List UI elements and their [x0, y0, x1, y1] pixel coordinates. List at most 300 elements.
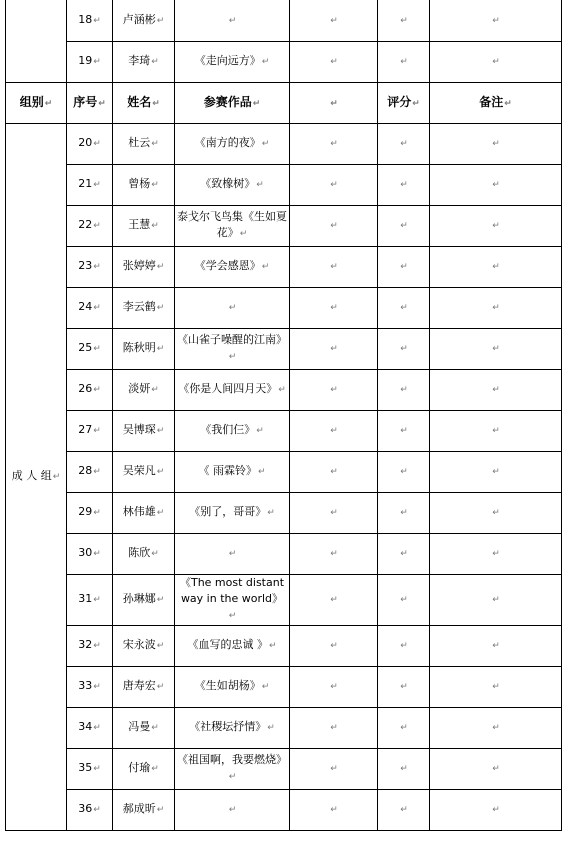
paragraph-mark: ↵ — [93, 221, 101, 231]
blank-cell — [378, 451, 430, 492]
paragraph-mark: ↵ — [330, 180, 338, 190]
name-cell — [113, 492, 175, 533]
header-name — [113, 82, 175, 123]
note-cell — [430, 707, 562, 748]
paragraph-mark: ↵ — [261, 139, 270, 149]
name-cell-text: 吴荣凡 — [122, 464, 156, 477]
score-cell — [290, 748, 378, 789]
header-group — [6, 82, 67, 123]
work-cell — [175, 748, 290, 789]
contestant-table — [5, 0, 562, 831]
paragraph-mark: ↵ — [330, 467, 338, 477]
name-cell — [113, 666, 175, 707]
seq-cell — [67, 666, 113, 707]
paragraph-mark: ↵ — [492, 57, 500, 67]
paragraph-mark: ↵ — [267, 723, 275, 733]
note-cell — [430, 492, 562, 533]
note-cell — [430, 369, 562, 410]
note-cell — [430, 410, 562, 451]
paragraph-mark: ↵ — [492, 303, 500, 313]
seq-cell — [67, 625, 113, 666]
score-cell — [290, 789, 378, 830]
work-cell-text: 《走向远方》 — [194, 54, 261, 67]
paragraph-mark: ↵ — [93, 139, 101, 149]
name-cell-text: 冯曼 — [128, 720, 151, 733]
work-cell — [175, 328, 290, 369]
header-blank — [290, 82, 378, 123]
score-cell — [290, 666, 378, 707]
header-score — [378, 82, 430, 123]
work-cell — [175, 492, 290, 533]
name-cell-text: 杜云 — [128, 136, 151, 149]
paragraph-mark: ↵ — [330, 344, 338, 354]
seq-cell-text: 18 — [78, 12, 93, 26]
score-cell — [290, 164, 378, 205]
name-cell — [113, 707, 175, 748]
blank-cell — [378, 625, 430, 666]
name-cell-text: 孙琳娜 — [122, 592, 156, 605]
note-cell — [430, 748, 562, 789]
score-cell — [290, 0, 378, 41]
blank-cell — [378, 533, 430, 574]
name-cell-text: 付瑜 — [128, 761, 151, 774]
score-cell — [290, 451, 378, 492]
seq-cell-text: 27 — [78, 423, 93, 436]
paragraph-mark: ↵ — [93, 467, 101, 477]
seq-cell — [67, 287, 113, 328]
seq-cell-text: 36 — [78, 802, 93, 815]
paragraph-mark: ↵ — [330, 549, 338, 559]
paragraph-mark: ↵ — [492, 682, 500, 692]
table-row — [6, 287, 562, 328]
table-row — [6, 492, 562, 533]
paragraph-mark: ↵ — [330, 221, 338, 231]
paragraph-mark: ↵ — [93, 723, 101, 733]
paragraph-mark: ↵ — [156, 508, 165, 518]
work-cell — [175, 625, 290, 666]
name-cell-text: 张婷婷 — [122, 259, 156, 272]
score-cell — [290, 625, 378, 666]
note-cell — [430, 574, 562, 625]
name-cell — [113, 246, 175, 287]
score-cell — [290, 287, 378, 328]
note-cell — [430, 451, 562, 492]
work-cell — [175, 0, 290, 41]
paragraph-mark: ↵ — [52, 472, 61, 482]
blank-cell — [378, 246, 430, 287]
paragraph-mark: ↵ — [400, 15, 408, 26]
work-cell-text: 《你是人间四月天》 — [178, 382, 278, 395]
table-row — [6, 410, 562, 451]
paragraph-mark: ↵ — [492, 641, 500, 651]
paragraph-mark: ↵ — [492, 262, 500, 272]
paragraph-mark: ↵ — [492, 508, 500, 518]
work-cell — [175, 533, 290, 574]
seq-cell — [67, 369, 113, 410]
name-cell-text: 淡妍 — [128, 382, 151, 395]
paragraph-mark: ↵ — [93, 57, 101, 67]
paragraph-mark: ↵ — [228, 15, 237, 26]
paragraph-mark: ↵ — [492, 764, 500, 774]
paragraph-mark: ↵ — [239, 229, 248, 239]
name-cell — [113, 164, 175, 205]
table-row — [6, 789, 562, 830]
paragraph-mark: ↵ — [330, 15, 338, 26]
name-cell-text: 王慧 — [128, 218, 151, 231]
score-cell — [290, 41, 378, 82]
seq-cell-text: 30 — [78, 546, 93, 559]
seq-cell-text: 19 — [78, 54, 93, 67]
score-cell — [290, 533, 378, 574]
work-cell-text: 《社稷坛抒情》 — [189, 720, 267, 733]
seq-cell — [67, 451, 113, 492]
paragraph-mark: ↵ — [152, 98, 160, 109]
name-cell-text: 郝成昕 — [122, 802, 156, 815]
group-label: 成 人 组 — [11, 469, 52, 482]
seq-cell — [67, 574, 113, 625]
paragraph-mark: ↵ — [400, 303, 408, 313]
seq-cell-text: 24 — [78, 300, 93, 313]
paragraph-mark: ↵ — [93, 15, 101, 26]
paragraph-mark: ↵ — [400, 805, 408, 815]
name-cell — [113, 328, 175, 369]
table-row — [6, 707, 562, 748]
seq-cell-text: 23 — [78, 259, 93, 272]
seq-cell — [67, 246, 113, 287]
name-cell — [113, 123, 175, 164]
paragraph-mark: ↵ — [93, 549, 101, 559]
header-note-text: 备注 — [479, 94, 504, 109]
blank-cell — [378, 369, 430, 410]
paragraph-mark: ↵ — [268, 641, 277, 651]
seq-cell — [67, 123, 113, 164]
seq-cell-text: 31 — [78, 592, 93, 605]
name-cell-text: 卢涵彬 — [122, 12, 156, 26]
seq-cell-text: 28 — [78, 464, 93, 477]
blank-cell — [378, 287, 430, 328]
paragraph-mark: ↵ — [93, 641, 101, 651]
paragraph-mark: ↵ — [151, 723, 159, 733]
paragraph-mark: ↵ — [93, 344, 101, 354]
paragraph-mark: ↵ — [156, 15, 165, 26]
paragraph-mark: ↵ — [330, 426, 338, 436]
paragraph-mark: ↵ — [492, 595, 500, 605]
header-name-text: 姓名 — [127, 94, 152, 109]
score-cell — [290, 369, 378, 410]
paragraph-mark: ↵ — [412, 98, 420, 109]
work-cell — [175, 789, 290, 830]
note-cell — [430, 533, 562, 574]
paragraph-mark: ↵ — [400, 221, 408, 231]
paragraph-mark: ↵ — [400, 595, 408, 605]
group-cell-continued — [6, 0, 67, 41]
paragraph-mark: ↵ — [156, 262, 165, 272]
seq-cell — [67, 707, 113, 748]
seq-cell-text: 33 — [78, 679, 93, 692]
paragraph-mark: ↵ — [400, 426, 408, 436]
blank-cell — [378, 789, 430, 830]
paragraph-mark: ↵ — [93, 303, 101, 313]
header-work — [175, 82, 290, 123]
paragraph-mark: ↵ — [330, 764, 338, 774]
paragraph-mark: ↵ — [492, 180, 500, 190]
paragraph-mark: ↵ — [151, 549, 159, 559]
paragraph-mark: ↵ — [330, 641, 338, 651]
paragraph-mark: ↵ — [256, 426, 264, 436]
work-cell — [175, 246, 290, 287]
work-cell — [175, 164, 290, 205]
score-cell — [290, 328, 378, 369]
work-cell-text: 泰戈尔飞鸟集《生如夏花》 — [177, 210, 287, 239]
paragraph-mark: ↵ — [400, 344, 408, 354]
paragraph-mark: ↵ — [257, 467, 266, 477]
table-row — [6, 164, 562, 205]
paragraph-mark: ↵ — [252, 98, 261, 109]
work-cell — [175, 574, 290, 625]
work-cell — [175, 666, 290, 707]
score-cell — [290, 574, 378, 625]
header-seq — [67, 82, 113, 123]
paragraph-mark: ↵ — [400, 467, 408, 477]
paragraph-mark: ↵ — [151, 139, 159, 149]
paragraph-mark: ↵ — [93, 180, 101, 190]
name-cell — [113, 748, 175, 789]
note-cell — [430, 164, 562, 205]
paragraph-mark: ↵ — [151, 180, 159, 190]
paragraph-mark: ↵ — [330, 385, 338, 395]
blank-cell — [378, 410, 430, 451]
paragraph-mark: ↵ — [151, 385, 159, 395]
work-cell — [175, 369, 290, 410]
paragraph-mark: ↵ — [93, 682, 101, 692]
name-cell-text: 唐寿宏 — [122, 679, 156, 692]
paragraph-mark: ↵ — [156, 595, 165, 605]
header-score-text: 评分 — [387, 94, 412, 109]
table-row — [6, 328, 562, 369]
paragraph-mark: ↵ — [156, 344, 165, 354]
paragraph-mark: ↵ — [261, 682, 270, 692]
work-cell-text: 《祖国啊，我要燃烧》 — [177, 753, 287, 766]
work-cell — [175, 123, 290, 164]
work-cell — [175, 707, 290, 748]
seq-cell-text: 29 — [78, 505, 93, 518]
paragraph-mark: ↵ — [261, 262, 270, 272]
note-cell — [430, 625, 562, 666]
paragraph-mark: ↵ — [156, 467, 165, 477]
blank-cell — [378, 707, 430, 748]
work-cell — [175, 205, 290, 246]
name-cell — [113, 533, 175, 574]
name-cell-text: 曾杨 — [128, 177, 151, 190]
table-row — [6, 0, 562, 41]
score-cell — [290, 246, 378, 287]
blank-cell — [378, 123, 430, 164]
name-cell — [113, 451, 175, 492]
paragraph-mark: ↵ — [256, 180, 264, 190]
seq-cell — [67, 533, 113, 574]
paragraph-mark: ↵ — [330, 57, 338, 67]
score-cell — [290, 205, 378, 246]
seq-cell — [67, 328, 113, 369]
name-cell-text: 陈秋明 — [122, 341, 156, 354]
seq-cell — [67, 205, 113, 246]
seq-cell — [67, 41, 113, 82]
paragraph-mark: ↵ — [228, 549, 237, 559]
work-cell — [175, 451, 290, 492]
name-cell — [113, 369, 175, 410]
paragraph-mark: ↵ — [400, 57, 408, 67]
table-row — [6, 369, 562, 410]
paragraph-mark: ↵ — [400, 508, 408, 518]
name-cell — [113, 410, 175, 451]
paragraph-mark: ↵ — [330, 508, 338, 518]
paragraph-mark: ↵ — [93, 764, 101, 774]
table-row — [6, 123, 562, 164]
header-work-text: 参赛作品 — [203, 94, 252, 109]
table-row — [6, 451, 562, 492]
paragraph-mark: ↵ — [400, 682, 408, 692]
name-cell-text: 林伟雄 — [122, 505, 156, 518]
note-cell — [430, 789, 562, 830]
name-cell — [113, 287, 175, 328]
paragraph-mark: ↵ — [492, 723, 500, 733]
blank-cell — [378, 164, 430, 205]
seq-cell-text: 22 — [78, 218, 93, 231]
table-row — [6, 205, 562, 246]
name-cell — [113, 0, 175, 41]
paragraph-mark: ↵ — [228, 611, 237, 621]
seq-cell — [67, 492, 113, 533]
paragraph-mark: ↵ — [93, 385, 101, 395]
paragraph-mark: ↵ — [93, 595, 101, 605]
score-cell — [290, 123, 378, 164]
header-note — [430, 82, 562, 123]
seq-cell — [67, 0, 113, 41]
paragraph-mark: ↵ — [400, 723, 408, 733]
name-cell — [113, 789, 175, 830]
paragraph-mark: ↵ — [151, 764, 159, 774]
seq-cell-text: 32 — [78, 638, 93, 651]
paragraph-mark: ↵ — [492, 385, 500, 395]
work-cell-text: 《生如胡杨》 — [194, 679, 261, 692]
name-cell-text: 陈欣 — [128, 546, 151, 559]
blank-cell — [378, 328, 430, 369]
work-cell-text: 《 雨霖铃》 — [198, 464, 257, 477]
score-sheet — [5, 0, 562, 831]
name-cell-text: 李云鹤 — [122, 300, 156, 313]
header-seq-text: 序号 — [73, 94, 98, 109]
seq-cell — [67, 410, 113, 451]
note-cell — [430, 246, 562, 287]
work-cell-text: 《山雀子噪醒的江南》 — [177, 333, 287, 346]
paragraph-mark: ↵ — [504, 98, 512, 109]
table-row — [6, 41, 562, 82]
paragraph-mark: ↵ — [156, 682, 165, 692]
paragraph-mark: ↵ — [492, 344, 500, 354]
paragraph-mark: ↵ — [228, 303, 237, 313]
seq-cell-text: 25 — [78, 341, 93, 354]
paragraph-mark: ↵ — [400, 549, 408, 559]
table-row — [6, 748, 562, 789]
paragraph-mark: ↵ — [151, 221, 159, 231]
score-cell — [290, 410, 378, 451]
paragraph-mark: ↵ — [261, 57, 270, 67]
paragraph-mark: ↵ — [156, 805, 165, 815]
seq-cell-text: 35 — [78, 761, 93, 774]
blank-cell — [378, 492, 430, 533]
header-group-text: 组别 — [19, 94, 44, 109]
paragraph-mark: ↵ — [330, 682, 338, 692]
note-cell — [430, 41, 562, 82]
paragraph-mark: ↵ — [156, 641, 165, 651]
paragraph-mark: ↵ — [492, 467, 500, 477]
name-cell-text: 吴博琛 — [122, 423, 156, 436]
blank-cell — [378, 41, 430, 82]
table-row — [6, 625, 562, 666]
blank-cell — [378, 748, 430, 789]
paragraph-mark: ↵ — [492, 805, 500, 815]
paragraph-mark: ↵ — [400, 180, 408, 190]
work-cell — [175, 410, 290, 451]
group-cell — [6, 123, 67, 830]
name-cell — [113, 205, 175, 246]
name-cell-text: 宋永波 — [122, 638, 156, 651]
blank-cell — [378, 574, 430, 625]
name-cell — [113, 625, 175, 666]
paragraph-mark: ↵ — [228, 805, 237, 815]
seq-cell-text: 34 — [78, 720, 93, 733]
work-cell-text: 《我们仨》 — [200, 423, 256, 436]
paragraph-mark: ↵ — [330, 723, 338, 733]
seq-cell — [67, 748, 113, 789]
score-cell — [290, 492, 378, 533]
paragraph-mark: ↵ — [93, 805, 101, 815]
paragraph-mark: ↵ — [156, 303, 165, 313]
blank-cell — [378, 0, 430, 41]
paragraph-mark: ↵ — [93, 426, 101, 436]
work-cell-text: 《血写的忠诚 》 — [187, 638, 268, 651]
note-cell — [430, 328, 562, 369]
paragraph-mark: ↵ — [400, 641, 408, 651]
work-cell — [175, 41, 290, 82]
group-cell-continued — [6, 41, 67, 82]
note-cell — [430, 205, 562, 246]
blank-cell — [378, 205, 430, 246]
paragraph-mark: ↵ — [93, 508, 101, 518]
work-cell-text: 《南方的夜》 — [194, 136, 261, 149]
paragraph-mark: ↵ — [156, 426, 165, 436]
paragraph-mark: ↵ — [492, 139, 500, 149]
paragraph-mark: ↵ — [228, 352, 237, 362]
paragraph-mark: ↵ — [400, 764, 408, 774]
paragraph-mark: ↵ — [330, 595, 338, 605]
paragraph-mark: ↵ — [98, 98, 106, 109]
paragraph-mark: ↵ — [492, 15, 500, 26]
work-cell — [175, 287, 290, 328]
paragraph-mark: ↵ — [400, 385, 408, 395]
paragraph-mark: ↵ — [278, 385, 286, 395]
paragraph-mark: ↵ — [330, 139, 338, 149]
note-cell — [430, 123, 562, 164]
table-row — [6, 574, 562, 625]
paragraph-mark: ↵ — [330, 805, 338, 815]
note-cell — [430, 0, 562, 41]
seq-cell-text: 26 — [78, 382, 93, 395]
header-row — [6, 82, 562, 123]
name-cell-text: 李琦 — [128, 54, 151, 67]
name-cell — [113, 574, 175, 625]
seq-cell-text: 20 — [78, 136, 93, 149]
